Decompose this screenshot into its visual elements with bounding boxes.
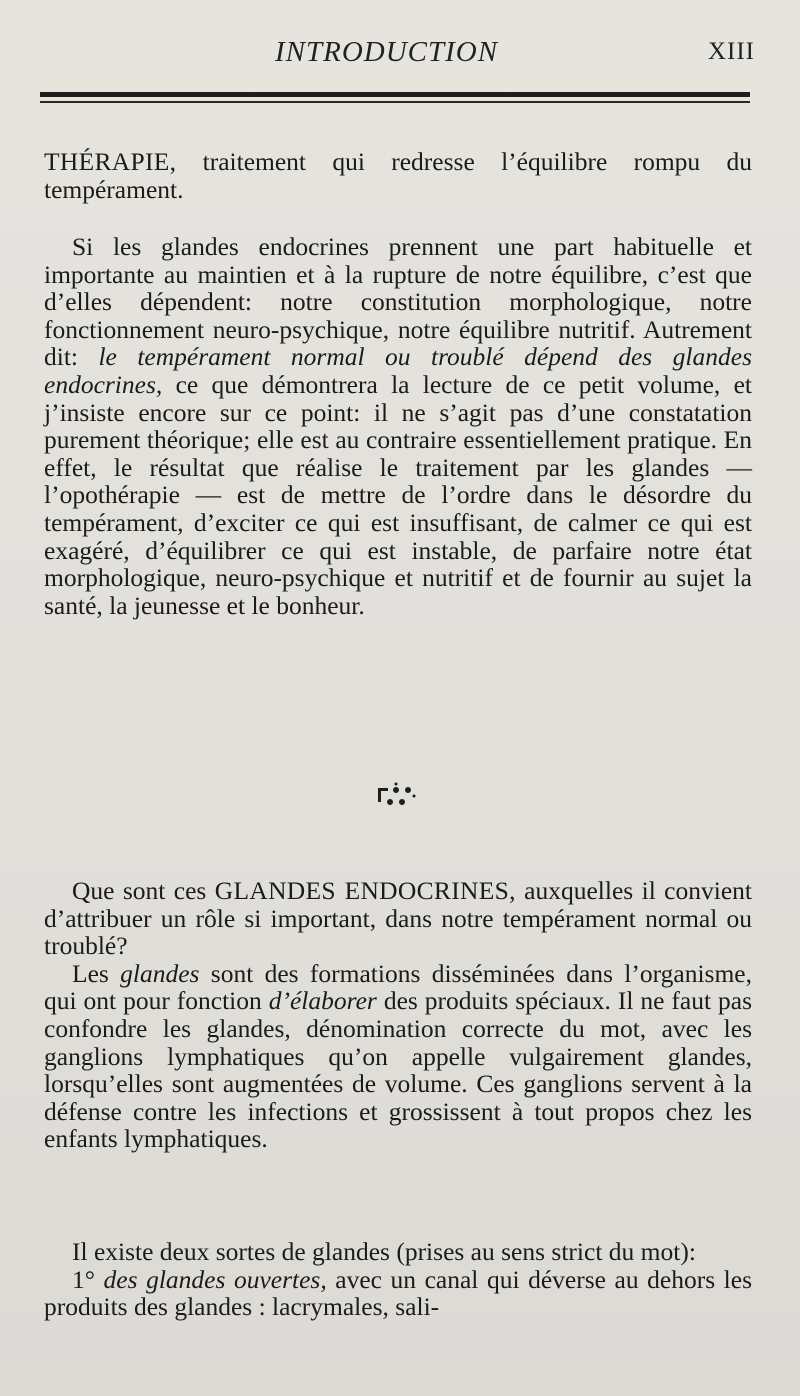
therapie-rest: traitement qui redresse l’équilibre rompu du tempérament. (44, 147, 752, 204)
p5-text: Il existe deux sortes de glandes (prises au sens strict du mot): (72, 1237, 696, 1266)
p4-emphasis-glandes: glandes (120, 958, 200, 988)
header-rule-thick (40, 92, 750, 97)
therapie-lead: THÉRAPIE, (44, 147, 177, 176)
running-title: INTRODUCTION (275, 36, 499, 68)
p2-emphasis: le tempérament normal ou troublé dépend des glandes endocrines, (44, 342, 753, 399)
section-glandes-definition (44, 877, 752, 1153)
paragraph-glandes-endocrines-role (44, 233, 752, 619)
p6-number: 1° (72, 1264, 95, 1294)
header-rule-thin (40, 101, 750, 103)
p4-emphasis-elaborer: d’élaborer (268, 986, 377, 1016)
p4-text-3: des produits spéciaux. Il ne faut pas confondre les glandes, dénomination correcte du mot, avec les ganglions lymphatiques qu’on appelle vulgairement glandes, lorsqu’elles sont augmentées de volume. Ces ganglions servent à la défense contre les infections et grossissent à tout propos chez les enfants lymphatiques. (44, 986, 753, 1154)
p4-text-1: Les (72, 958, 121, 988)
p6-text: avec un canal qui déverse au dehors les produits des glandes : lacrymales, sali- (44, 1264, 752, 1322)
p4-text-2: sont des formations disséminées dans l’organisme, qui ont pour fonction (44, 958, 752, 1016)
page-number: XIII (707, 38, 755, 65)
p3-caps: GLANDES ENDOCRINES, (214, 876, 516, 905)
p2-text-2: ce que démontrera la lecture de ce petit volume, et j’insiste encore sur ce point: il ne s’agit pas d’une constatation purement théorique; elle est au contraire essentiellement pratique. En effet, le résultat que réalise le traitement par les glandes — l’opothérapie — est de mettre de l’ordre dans le désordre du tempérament, d’exciter ce qui est insuffisant, de calmer ce qui est exagéré, d’équilibrer ce qui est instable, de parfaire notre état morphologique, neuro-psychique et nutritif et de fournir au sujet la santé, la jeunesse et le bonheur. (44, 369, 752, 620)
p3-text-2: auxquelles il convient d’attribuer un rôle si important, dans notre tempérament normal ou troublé? (44, 876, 752, 961)
running-head (40, 36, 755, 72)
section-deux-sortes (44, 1238, 752, 1321)
p6-emphasis: des glandes ouvertes, (103, 1264, 327, 1294)
p3-text-1: Que sont ces (72, 876, 215, 905)
paragraph-therapie (44, 148, 752, 203)
p2-text-1: Si les glandes endocrines prennent une part habituelle et importante au maintien et à la rupture de notre équilibre, c’est que d’elles dépendent: notre constitution morphologique, notre fonctionnement neuro-psychique, notre équilibre nutritif. Autrement dit: (44, 232, 752, 372)
asterism-ornament (374, 780, 418, 814)
